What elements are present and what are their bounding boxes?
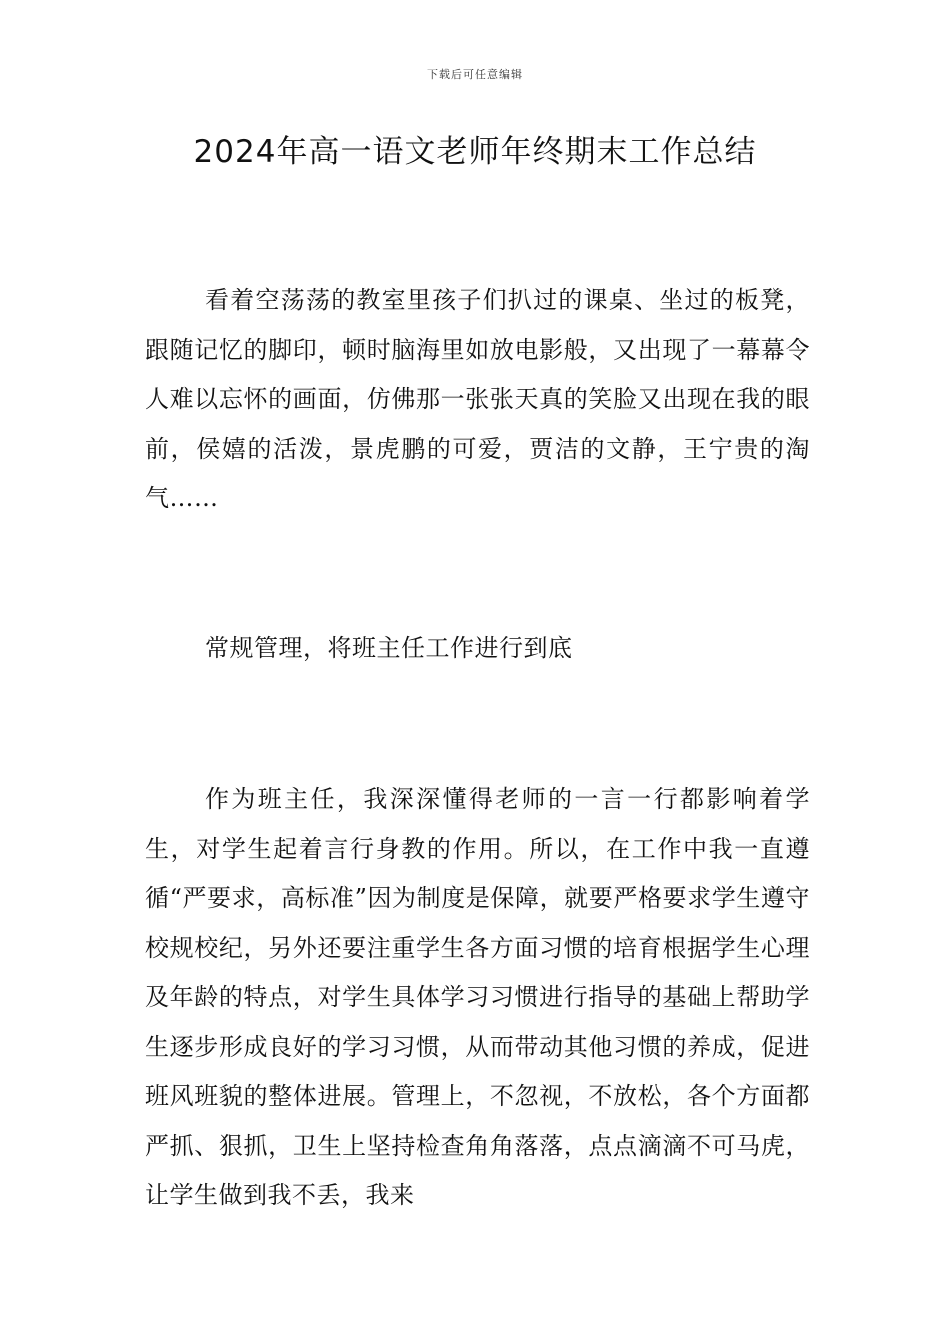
header-note: 下载后可任意编辑 xyxy=(427,68,523,81)
paragraph-intro: 看着空荡荡的教室里孩子们扒过的课桌、坐过的板凳，跟随记忆的脚印，顿时脑海里如放电影般，又出现了一幕幕令人难以忘怀的画面，仿佛那一张张天真的笑脸又出现在我的眼前，侯嬉的活泼，景虎鹏的可爱，贾洁的文静，王宁贵的淘气…… xyxy=(145,286,810,512)
document-title: 2024年高一语文老师年终期末工作总结 xyxy=(193,134,757,170)
section-heading: 常规管理，将班主任工作进行到底 xyxy=(205,634,573,662)
paragraph-body: 作为班主任，我深深懂得老师的一言一行都影响着学生，对学生起着言行身教的作用。所以，在工作中我一直遵循“严要求，高标准”因为制度是保障，就要严格要求学生遵守校规校纪，另外还要注重学生各方面习惯的培育根据学生心理及年龄的特点，对学生具体学习习惯进行指导的基础上帮助学生逐步形成良好的学习习惯，从而带动其他习惯的养成，促进班风班貌的整体进展。管理上，不忽视，不放松，各个方面都严抓、狠抓，卫生上坚持检查角角落落，点点滴滴不可马虎，让学生做到我不丢，我来 xyxy=(145,785,810,1209)
